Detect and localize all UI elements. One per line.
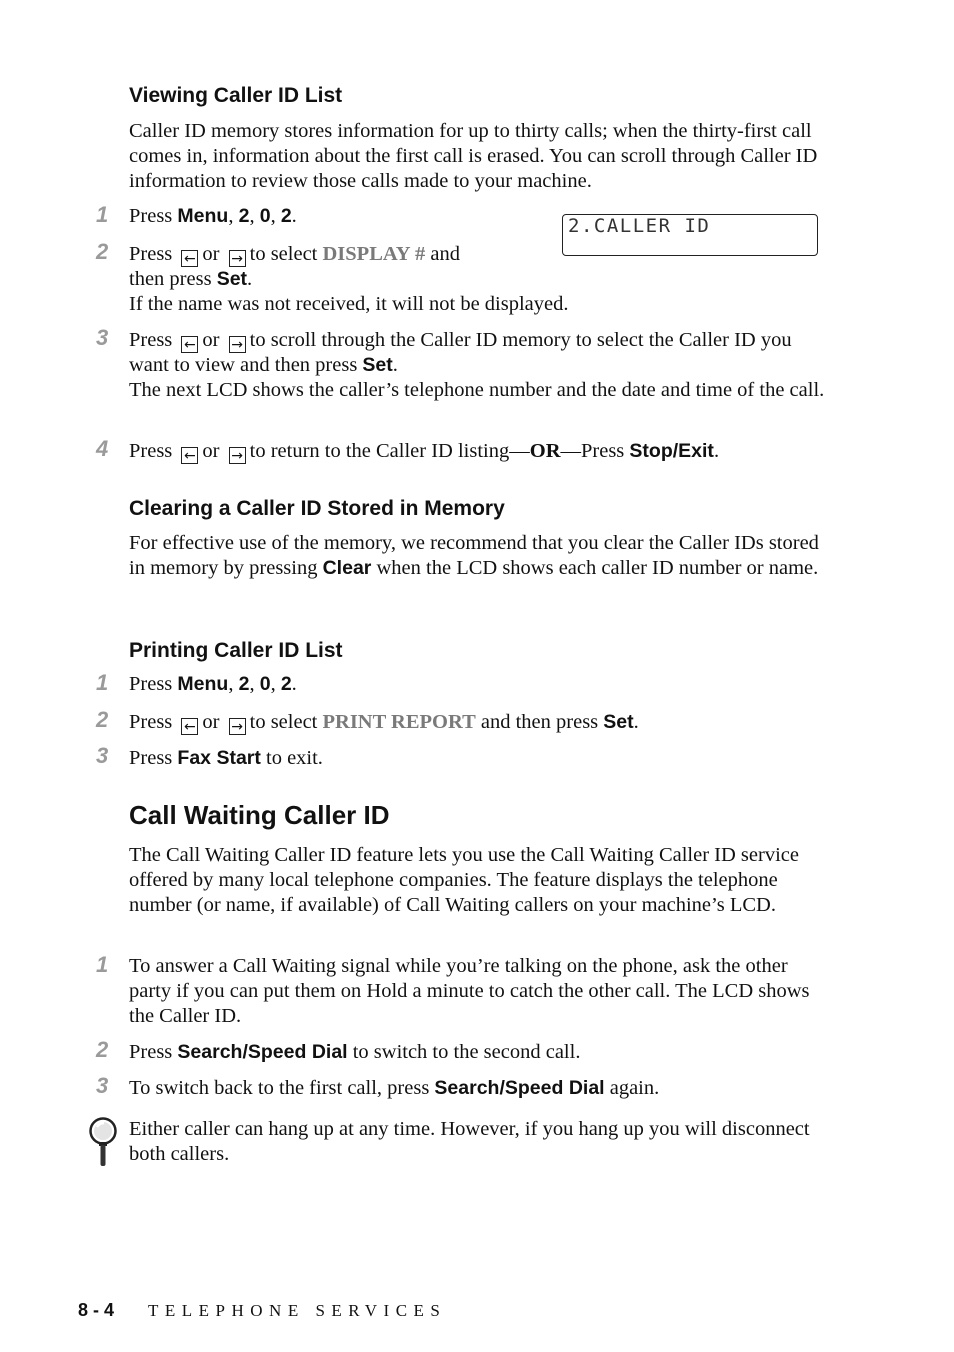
right-arrow-key-icon: →: [229, 447, 246, 464]
right-arrow-key-icon: →: [229, 336, 246, 353]
step-number: 1: [96, 670, 109, 695]
step-3-waiting: To switch back to the first call, press Search/Speed Dial again.: [129, 1077, 660, 1099]
step-number: 2: [96, 1037, 109, 1062]
step-2-waiting: Press Search/Speed Dial to switch to the second call.: [129, 1041, 581, 1063]
step-number: 1: [96, 202, 109, 227]
step-number: 4: [96, 436, 109, 461]
left-arrow-key-icon: ←: [181, 718, 198, 735]
chapter-title: TELEPHONE SERVICES: [148, 1301, 447, 1320]
heading-clearing-caller-id: Clearing a Caller ID Stored in Memory: [129, 497, 505, 520]
left-arrow-key-icon: ←: [181, 447, 198, 464]
step-3-printing: Press Fax Start to exit.: [129, 747, 323, 769]
magnifier-note-icon: [86, 1116, 120, 1168]
step-2-viewing-note: If the name was not received, it will not be displayed.: [129, 293, 569, 315]
step-4-viewing: Press ← or → to return to the Caller ID listing—OR—Press Stop/Exit.: [129, 440, 720, 464]
step-number: 2: [96, 707, 109, 732]
page-number: 8 - 4: [78, 1300, 115, 1320]
step-1-waiting: To answer a Call Waiting signal while you’re talking on the phone, ask the other party if you can put them on Hold a minute to catch the other call. The LCD shows the Caller ID.: [129, 955, 810, 1027]
step-number: 2: [96, 239, 109, 264]
left-arrow-key-icon: ←: [181, 250, 198, 267]
note-text: Either caller can hang up at any time. However, if you hang up you will disconnect both callers.: [129, 1118, 810, 1165]
heading-call-waiting-caller-id: Call Waiting Caller ID: [129, 800, 390, 830]
step-2-printing: Press ← or → to select PRINT REPORT and then press Set.: [129, 711, 639, 735]
paragraph-clearing: For effective use of the memory, we recommend that you clear the Caller IDs stored in memory by pressing Clear when the LCD shows each caller ID number or name.: [129, 532, 819, 579]
heading-printing-caller-id-list: Printing Caller ID List: [129, 639, 343, 662]
step-number: 1: [96, 952, 109, 977]
step-2-viewing: Press ← or → to select DISPLAY # and then press Set.: [129, 243, 460, 290]
step-number: 3: [96, 743, 109, 768]
right-arrow-key-icon: →: [229, 718, 246, 735]
right-arrow-key-icon: →: [229, 250, 246, 267]
intro-call-waiting: The Call Waiting Caller ID feature lets you use the Call Waiting Caller ID service offered by many local telephone companies. The feature displays the telephone number (or name, if available) of Call Waiting callers on your machine’s LCD.: [129, 844, 799, 916]
step-3-viewing: Press ← or → to scroll through the Caller ID memory to select the Caller ID you want to view and then press Set. The next LCD shows the caller’s telephone number and the date and time of the call.: [129, 329, 825, 401]
intro-viewing: Caller ID memory stores information for up to thirty calls; when the thirty-first call comes in, information about the first call is erased. You can scroll through Caller ID information to review those calls made to your machine.: [129, 120, 818, 192]
step-1-viewing: Press Menu, 2, 0, 2.: [129, 205, 297, 227]
lcd-text: 2.CALLER ID: [568, 215, 711, 237]
step-number: 3: [96, 325, 109, 350]
step-1-printing: Press Menu, 2, 0, 2.: [129, 673, 297, 695]
heading-viewing-caller-id-list: Viewing Caller ID List: [129, 84, 343, 107]
left-arrow-key-icon: ←: [181, 336, 198, 353]
step-number: 3: [96, 1073, 109, 1098]
